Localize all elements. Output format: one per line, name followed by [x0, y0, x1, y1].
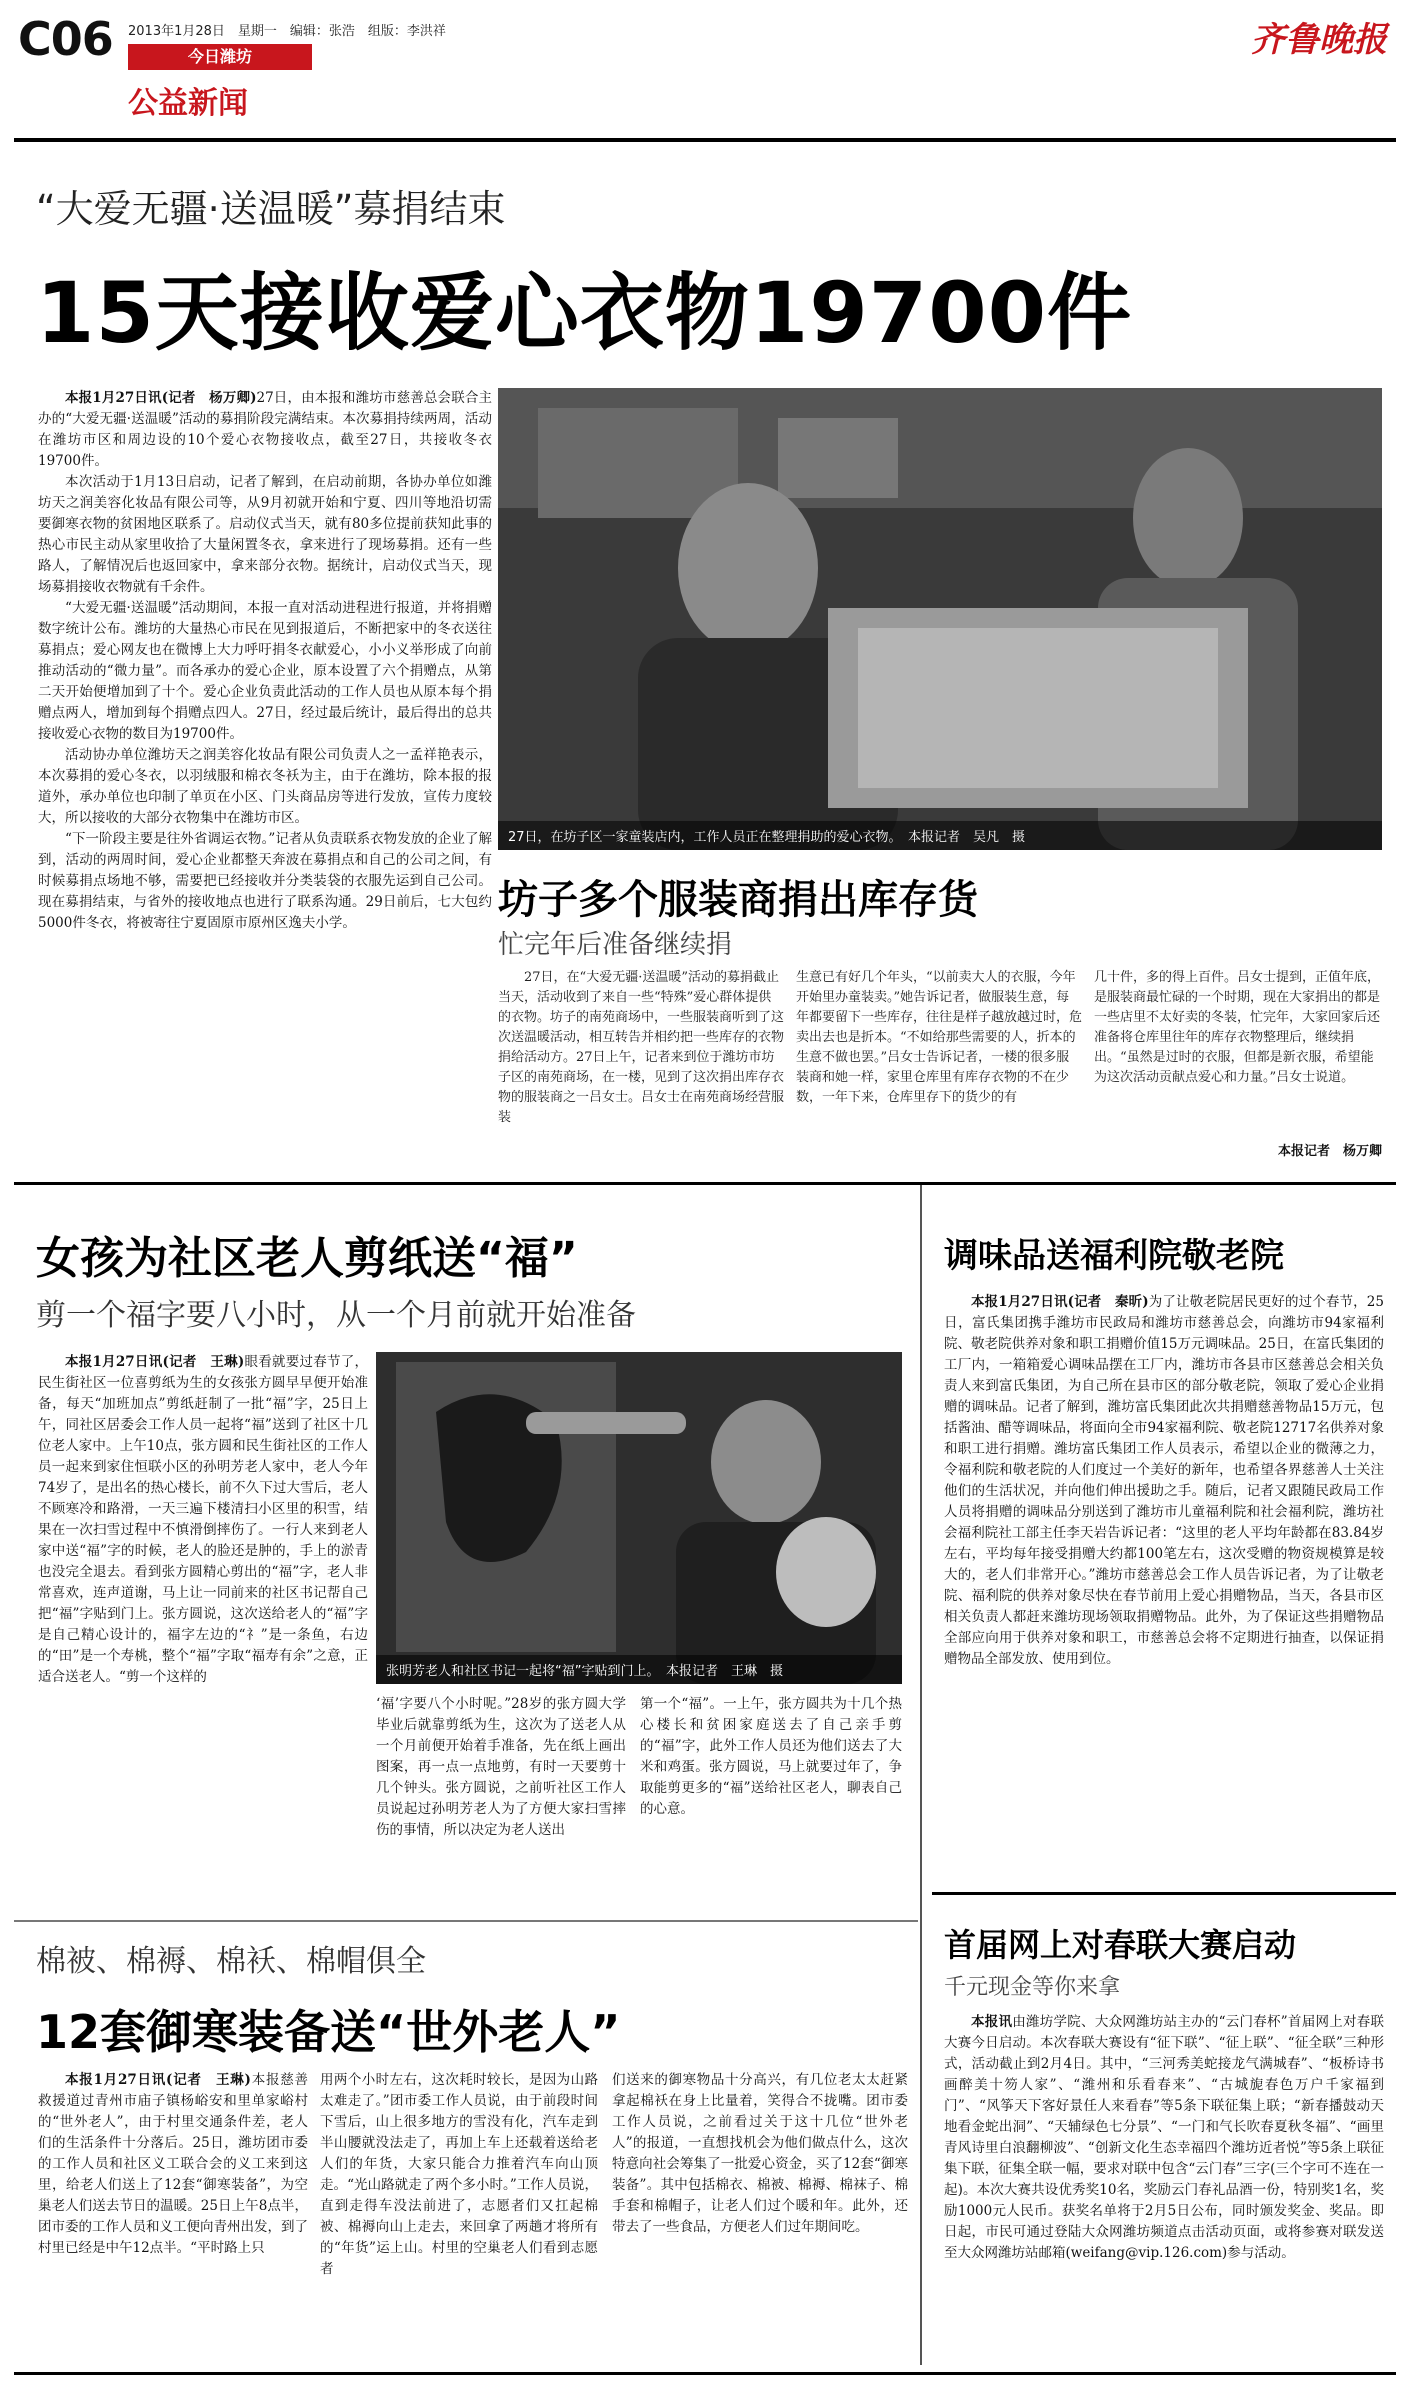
lead-paragraph: 27日，由本报和潍坊市慈善总会联合主办的“大爱无疆·送温暖”活动的募捐阶段完满结束。本次募捐持续两周，活动在潍坊市区和周边设的10个爱心衣物接收点，截至27日，共接收冬衣19700件。 [38, 390, 492, 469]
story3-subhead: 剪一个福字要八小时，从一个月前就开始准备 [36, 1298, 636, 1333]
story2-col-2: 生意已有好几个年头，“以前卖大人的衣服，今年开始里办童装卖。”她告诉记者，做服装生意，每年都要留下一些库存，往往是样子越放越过时，危卖出去也是折本。“不如给那些需要的人，折本的生意不做也罢。”吕女士告诉记者，一楼的很多服装商和她一样，家里仓库里有库存衣物的不在少数，一年下来，仓库里存下的货少的有 [796, 970, 1082, 1105]
section-rule-right [932, 1892, 1396, 1895]
story3-col-1 [38, 1352, 368, 1912]
story5-text: 本报慈善救援道过青州市庙子镇杨峪安和里单家峪村的“世外老人”，由于村里交通条件差，老人们的生活条件十分落后。25日，潍坊团市委的工作人员和社区义工联合会的义工来到这里，给老人们送上了12套“御寒装备”，为空巢老人们送去节日的温暖。25日上午8点半，团市委的工作人员和义工便向青州出发，到了村里已经是中午12点半。“平时路上只 [38, 2072, 308, 2256]
section-rule-1 [14, 1182, 1396, 1185]
story2-headline: 坊子多个服装商捐出库存货 [498, 877, 978, 923]
story2-subhead: 忙完年后准备继续捐 [498, 930, 733, 960]
lead-photo-image [498, 388, 1382, 850]
section-title: 公益新闻 [128, 86, 248, 121]
story6-text: 由潍坊学院、大众网潍坊站主办的“云门春杯”首届网上对春联大赛今日启动。本次春联大赛设有“征下联”、“征上联”、“征全联”三种形式，活动截止到2月4日。其中，“三河秀美蛇接龙气满城春”、“板桥诗书画醉美十笏人家”、“潍州和乐看春来”、“古城旎春色万户千家福到门”、“风筝天下客好景任人来看春”等5条下联征集上联；“新春播鼓动天地看金蛇出洞”、“天辅绿色七分景”、“一门和气长吹春夏秋冬福”、“画里青风诗里白浪翻柳波”、“创新文化生态幸福四个潍坊近者悦”等5条上联征集下联，征集全联一幅，要求对联中包含“云门春”三字(三个字可不连在一起)。本次大赛共设优秀奖10名，奖励云门春礼品酒一份，特别奖1名，奖励1000元人民币。获奖名单将于2月5日公布，同时颁发奖金、奖品。即日起，市民可通过登陆大众网潍坊频道点击活动页面，或将参赛对联发送至大众网潍坊站邮箱(weifang@vip.126.com)参与活动。 [944, 2014, 1384, 2261]
story6-subhead: 千元现金等你来拿 [944, 1975, 1121, 2000]
header-rule [14, 138, 1396, 142]
story6-body [944, 2012, 1384, 2362]
story2-byline: 本报记者 杨万卿 [1277, 1144, 1382, 1159]
story3-col-2: ‘福’字要八个小时呢。”28岁的张方圆大学毕业后就靠剪纸为生，这次为了送老人从一个月前便开始着手准备，先在纸上画出图案，再一点一点地剪，有时一天要剪十几个钟头。张方圆说，之前听社区工作人员说起过孙明芳老人为了方便大家扫雪摔伤的事情，所以决定为老人送出 [376, 1696, 626, 1838]
lead-kicker: “大爱无疆·送温暖”募捐结束 [36, 187, 506, 231]
story3-photo [376, 1352, 902, 1684]
lead-headline: 15天接收爱心衣物19700件 [36, 264, 1133, 362]
story5-headline: 12套御寒装备送“世外老人” [36, 2005, 621, 2059]
story4-headline: 调味品送福利院敬老院 [944, 1236, 1284, 1276]
section-rule-2 [14, 1920, 918, 1922]
story5-col-2: 用两个小时左右，这次耗时较长，是因为山路太难走了。”团市委工作人员说，由于前段时间下雪后，山上很多地方的雪没有化，汽车走到半山腰就没法走了，再加上车上还载着送给老人们的年货，大家只能合力推着汽车向山顶走。“光山路就走了两个多小时。”工作人员说，直到走得车没法前进了，志愿者们又扛起棉被、棉褥向山上走去，来回拿了两趟才将所有的“年货”运上山。村里的空巢老人们看到志愿者 [320, 2072, 598, 2277]
page-number: C06 [18, 12, 113, 66]
story6-lede: 本报讯 [971, 2014, 1013, 2030]
lead-body [38, 388, 492, 1168]
lead-photo [498, 388, 1382, 850]
story3-photo-image [376, 1352, 902, 1684]
story5-lede: 本报1月27日讯(记者 王琳) [65, 2072, 251, 2088]
story3-text: 眼看就要过春节了，民生街社区一位喜剪纸为生的女孩张方圆早早便开始准备，每天“加班加点”剪纸赶制了一批“福”字，25日上午，同社区居委会工作人员一起将“福”送到了社区十几位老人家中。上午10点，张方圆和民生街社区的工作人员一起来到家住恒联小区的孙明芳老人家中，老人今年74岁了，是出名的热心楼长，前不久下过大雪后，老人不顾寒冷和路滑，一天三遍下楼清扫小区里的积雪，结果在一次扫雪过程中不慎滑倒摔伤了。一行人来到老人家中送“福”字的时候，老人的脸还是肿的，手上的淤青也没完全退去。看到张方圆精心剪出的“福”字，老人非常喜欢，连声道谢，马上让一同前来的社区书记帮自己把“福”字贴到门上。张方圆说，这次送给老人的“福”字是自己精心设计的，福字左边的“礻”是一条鱼，右边的“田”是一个寿桃，整个“福”字取“福寿有余”之意，正适合送老人。“剪一个这样的 [38, 1354, 368, 1685]
story3-headline: 女孩为社区老人剪纸送“福” [36, 1233, 578, 1284]
story3-photo-caption: 张明芳老人和社区书记一起将“福”字贴到门上。 本报记者 王琳 摄 [376, 1655, 902, 1684]
story5-kicker: 棉被、棉褥、棉袄、棉帽俱全 [36, 1944, 426, 1979]
story5-col-3: 们送来的御寒物品十分高兴，有几位老太太赶紧拿起棉袄在身上比量着，笑得合不拢嘴。团市委工作人员说，之前看过关于这十几位“世外老人”的报道，一直想找机会为他们做点什么，这次特意向社会筹集了一批爱心资金，买了12套“御寒装备”。其中包括棉衣、棉被、棉褥、棉袜子、棉手套和棉帽子，让老人们过个暖和年。此外，还带去了一些食品，方便老人们过年期间吃。 [612, 2072, 908, 2235]
lead-paragraph: 本次活动于1月13日启动，记者了解到，在启动前期，各协办单位如潍坊天之润美容化妆品有限公司等，从9月初就开始和宁夏、四川等地沿切需要御寒衣物的贫困地区联系了。启动仪式当天，就有80多位提前获知此事的热心市民主动从家里收拾了大量闲置冬衣，拿来进行了现场募捐。还有一些路人，了解情况后也返回家中，拿来部分衣物。据统计，启动仪式当天，现场募捐接收衣物就有千余件。 [38, 474, 492, 595]
story2-col-3: 几十件，多的得上百件。吕女士提到，正值年底，是服装商最忙碌的一个时期，现在大家捐出的都是一些店里不太好卖的冬装，忙完年，大家回家后还准备将仓库里往年的库存衣物整理后，继续捐出。“虽然是过时的衣服，但都是新衣服，希望能为这次活动贡献点爱心和力量。”吕女士说道。 [1094, 970, 1381, 1085]
lead-paragraph: “大爱无疆·送温暖”活动期间，本报一直对活动进程进行报道，并将捐赠数字统计公布。潍坊的大量热心市民在见到报道后，不断把家中的冬衣送往募捐点；爱心网友也在微博上大力呼吁捐冬衣献爱心，小小义举形成了向前推动活动的“微力量”。而各承办的爱心企业，原本设置了六个捐赠点，从第二天开始便增加到了十个。爱心企业负责此活动的工作人员也从原本每个捐赠点两人，增加到每个捐赠点四人。27日，经过最后统计，最后得出的总共接收爱心衣物的数目为19700件。 [38, 600, 492, 742]
header-meta: 2013年1月28日 星期一 编辑：张浩 组版：李洪祥 [128, 24, 446, 39]
story2-col-1: 27日，在“大爱无疆·送温暖”活动的募捐截止当天，活动收到了来自一些“特殊”爱心群体提供的衣物。坊子的南苑商场中，一些服装商听到了这次送温暖活动，相互转告并相约把一些库存的衣物捐给活动方。27日上午，记者来到位于潍坊市坊子区的南苑商场，在一楼，见到了这次捐出库存衣物的服装商之一吕女士。吕女士在南苑商场经营服装 [498, 970, 784, 1125]
section-tag: 今日潍坊 [128, 44, 312, 70]
footer-rule [14, 2372, 1396, 2375]
story6-headline: 首届网上对春联大赛启动 [944, 1926, 1297, 1964]
lead-lede: 本报1月27日讯(记者 杨万卿) [65, 390, 257, 406]
story4-body [944, 1292, 1384, 1882]
lead-paragraph: 活动协办单位潍坊天之润美容化妆品有限公司负责人之一孟祥艳表示，本次募捐的爱心冬衣，以羽绒服和棉衣冬袄为主，由于在潍坊，除本报的报道外，承办单位也印制了单页在小区、门头商品房等进行发放，宣传力度较大，所以接收的大部分衣物集中在潍坊市区。 [38, 747, 492, 826]
story3-col-3: 第一个“福”。一上午，张方圆共为十几个热心楼长和贫困家庭送去了自己亲手剪的“福”字，此外工作人员还为他们送去了大米和鸡蛋。张方圆说，马上就要过年了，争取能剪更多的“福”送给社区老人，聊表自己的心意。 [640, 1696, 902, 1817]
story3-lede: 本报1月27日讯(记者 王琳) [65, 1354, 245, 1370]
lead-photo-caption: 27日，在坊子区一家童装店内，工作人员正在整理捐助的爱心衣物。 本报记者 吴凡 摄 [498, 821, 1382, 850]
story4-lede: 本报1月27日讯(记者 秦昕) [971, 1294, 1149, 1310]
story4-text: 为了让敬老院居民更好的过个春节，25日，富氏集团携手潍坊市民政局和潍坊市慈善总会，向潍坊市94家福利院、敬老院供养对象和职工捐赠价值15万元调味品。25日，在富氏集团的工厂内，一箱箱爱心调味品摆在工厂内，潍坊市各县市区慈善总会相关负责人来到富氏集团，为自己所在县市区的部分敬老院，领取了爱心企业捐赠的调味品。记者了解到，潍坊富氏集团此次共捐赠慈善物品15万元，包括酱油、醋等调味品，将面向全市94家福利院、敬老院12717名供养对象和职工进行捐赠。潍坊富氏集团工作人员表示，希望以企业的微薄之力，令福利院和敬老院的人们度过一个美好的新年，也希望各界慈善人士关注他们的生活状况，并向他们伸出援助之手。随后，记者又跟随民政局工作人员将捐赠的调味品分别送到了潍坊市儿童福利院和社会福利院，潍坊社会福利院社工部主任李天岩告诉记者：“这里的老人平均年龄都在83.84岁左右，平均每年接受捐赠大约都100笔左右，这次受赠的物资规模算是较大的，老人们非常开心。”潍坊市慈善总会工作人员告诉记者，为了让敬老院、福利院的供养对象尽快在春节前用上爱心捐赠物品，当天，各县市区相关负责人都赶来潍坊现场领取捐赠物品。此外，为了保证这些捐赠物品全部应向用于供养对象和职工，市慈善总会将不定期进行抽查，以保证捐赠物品全部发放、使用到位。 [944, 1294, 1384, 1667]
lead-paragraph: “下一阶段主要是往外省调运衣物。”记者从负责联系衣物发放的企业了解到，活动的两周时间，爱心企业都整天奔波在募捐点和自己的公司之间，有时候募捐点场地不够，需要把已经接收并分类装袋的衣服先运到自己公司。现在募捐结束，与省外的接收地点也进行了联系沟通。29日前后，七大包约5000件冬衣，将被寄往宁夏固原市原州区逸夫小学。 [38, 831, 492, 931]
column-divider [920, 1185, 922, 2365]
story5-col-1 [38, 2070, 308, 2366]
paper-logo: 齐鲁晚报 [1251, 20, 1387, 60]
